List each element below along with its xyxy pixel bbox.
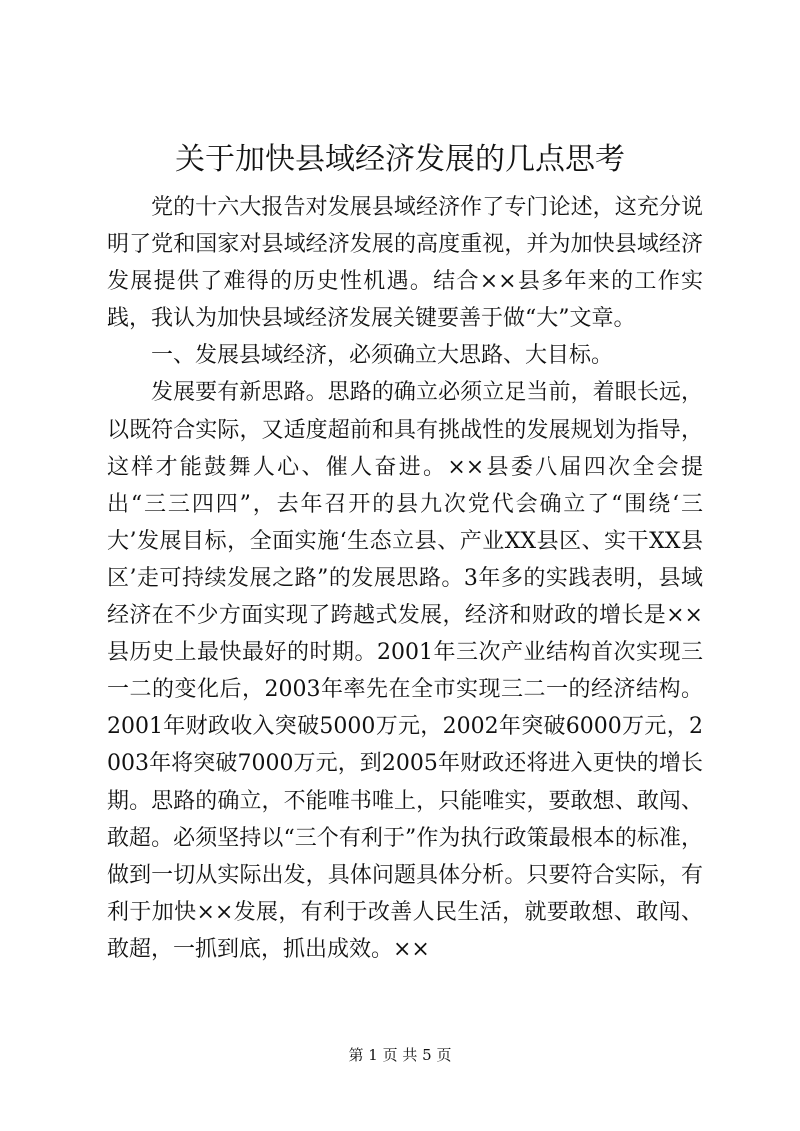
section-heading-1: 一、发展县域经济，必须确立大思路、大目标。 bbox=[151, 343, 614, 369]
page-number-footer: 第 1 页 共 5 页 bbox=[348, 1046, 452, 1064]
document-title: 关于加快县域经济发展的几点思考 bbox=[175, 142, 625, 177]
document-body bbox=[107, 189, 703, 968]
paragraph-development-ideas: 发展要有新思路。思路的确立必须立足当前，着眼长远，以既符合实际，又适度超前和具有挑战性的发展规划为指导，这样才能鼓舞人心、催人奋进。××县委八届四次全会提出“三三四四”，去年召开的县九次党代会确立了“围绕‘三大’发展目标，全面实施‘生态立县、产业XX县区、实干XX县区’走可持续发展之路”的发展思路。3年多的实践表明，县域经济在不少方面实现了跨越式发展，经济和财政的增长是××县历史上最快最好的时期。2001年三次产业结构首次实现三一二的变化后，2003年率先在全市实现三二一的经济结构。2001年财政收入突破5000万元，2002年突破6000万元，2003年将突破7000万元，到2005年财政还将进入更快的增长期。思路的确立，不能唯书唯上，只能唯实，要敢想、敢闯、敢超。必须坚持以“三个有利于”作为执行政策最根本的标准，做到一切从实际出发，具体问题具体分析。只要符合实际，有利于加快××发展，有利于改善人民生活，就要敢想、敢闯、敢超，一抓到底，抓出成效。×× bbox=[107, 380, 703, 962]
paragraph-intro: 党的十六大报告对发展县域经济作了专门论述，这充分说明了党和国家对县域经济发展的高度重视，并为加快县域经济发展提供了难得的历史性机遇。结合××县多年来的工作实践，我认为加快县域经济发展关键要善于做“大”文章。 bbox=[107, 195, 703, 332]
